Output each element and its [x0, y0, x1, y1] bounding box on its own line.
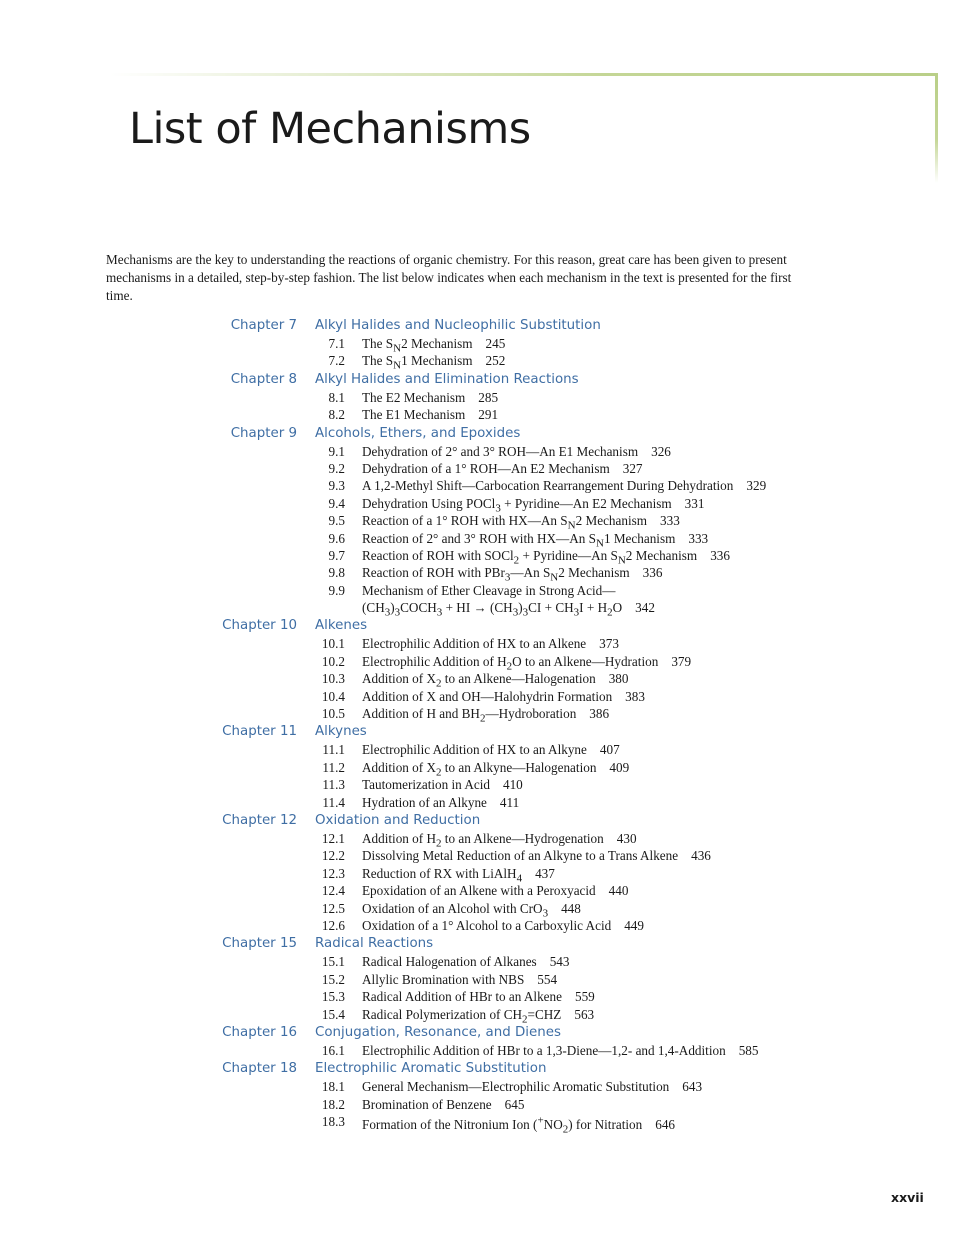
mechanism-name: [362, 582, 615, 599]
chapter-title: Oxidation and Reduction: [315, 812, 481, 828]
mechanism-page: 336: [642, 565, 663, 581]
mechanism-page: 554: [537, 971, 558, 987]
mechanism-number: 16.1: [321, 1042, 345, 1058]
mechanism-name-text: Electrophilic Addition of HX to an Alkyne: [362, 742, 587, 758]
mechanism-page: 329: [746, 478, 767, 494]
mechanism-entry: [0, 1096, 980, 1113]
chapter-title: Alkyl Halides and Nucleophilic Substitution: [315, 318, 601, 333]
mechanism-page: 543: [549, 954, 570, 970]
mechanism-number: 9.7: [328, 547, 345, 563]
mechanism-entry: [0, 512, 980, 532]
chapter-label: Chapter 7: [230, 318, 297, 333]
mechanism-number: 8.2: [328, 407, 345, 423]
mechanism-entry: [0, 1006, 980, 1026]
chapter-title: Electrophilic Aromatic Substitution: [315, 1061, 547, 1077]
mechanism-entry: [0, 352, 980, 373]
mechanism-name: [362, 971, 557, 988]
mechanism-name: [362, 688, 645, 705]
mechanism-name-text: Reaction of ROH with SOCl$_2$ + Pyridine—An $S_N2$ Mechanism: [362, 547, 698, 567]
mechanism-entry: [0, 635, 980, 652]
mechanism-number: 12.4: [321, 883, 345, 899]
chapter-heading: [0, 722, 980, 741]
chapter-heading: [0, 370, 980, 389]
mechanism-number: 11.3: [322, 777, 345, 793]
mechanism-number: 12.1: [321, 830, 345, 846]
mechanism-name-text: Oxidation of a 1° Alcohol to a Carboxylic Acid: [362, 917, 612, 933]
mechanism-entry: [0, 988, 980, 1005]
mechanism-page: 336: [710, 547, 730, 563]
chapter-label: Chapter 12: [222, 812, 297, 828]
mechanism-number: 12.6: [321, 917, 345, 933]
chapter-title: Alkyl Halides and Elimination Reactions: [315, 371, 579, 387]
mechanism-page: 430: [616, 830, 637, 846]
mechanism-name-text: General Mechanism—Electrophilic Aromatic Substitution: [362, 1079, 670, 1095]
mechanism-number: 10.3: [321, 671, 345, 687]
frame-top-rule: [110, 73, 938, 76]
mechanism-name-text: Hydration of an Alkyne: [362, 794, 487, 810]
mechanism-name-text: A 1,2-Methyl Shift—Carbocation Rearrangement During Dehydration: [362, 478, 734, 494]
mechanism-number: 12.3: [321, 865, 345, 881]
mechanism-name-text: Electrophilic Addition of HX to an Alkene: [362, 636, 587, 652]
mechanism-entry: [0, 759, 980, 779]
mechanism-page: 646: [655, 1117, 675, 1133]
chapter-label: Chapter 18: [222, 1061, 297, 1077]
chapter-heading: [0, 316, 980, 335]
mechanism-entry: [0, 794, 980, 811]
chapter-title: Conjugation, Resonance, and Dienes: [315, 1024, 561, 1040]
mechanism-name-text: Oxidation of an Alcohol with CrO$_3$: [362, 900, 549, 920]
mechanism-name: [362, 460, 643, 477]
mechanism-page: 440: [608, 883, 629, 899]
mechanism-page: 245: [485, 336, 506, 351]
mechanism-entry: [0, 530, 980, 550]
mechanism-page: 333: [688, 530, 709, 546]
mechanism-page: 436: [691, 848, 711, 864]
mechanism-entry: [0, 776, 980, 793]
mechanism-number: 11.1: [322, 742, 345, 758]
mechanism-number: 7.1: [328, 336, 345, 351]
mechanism-name-text: Dehydration of 2° and 3° ROH—An E1 Mechanism: [362, 443, 639, 459]
mechanism-name-text: Electrophilic Addition of HBr to a 1,3-Diene—1,2- and 1,4-Addition: [362, 1042, 726, 1058]
chapter-title: Alkynes: [315, 724, 367, 740]
mechanism-number: 9.1: [328, 443, 345, 459]
mechanism-number: 9.5: [328, 513, 345, 529]
mechanism-name-text: Addition of H and $BH_2—Hydroboration$: [362, 706, 577, 725]
mechanism-number: 12.5: [321, 900, 345, 916]
mechanism-page: 373: [599, 636, 619, 652]
mechanism-number: 12.2: [321, 848, 345, 864]
mechanism-equation: $(CH_3)_3COCH_3$ + HI → $(CH_3)_3CI + CH_3I + H_2O$: [362, 600, 623, 619]
mechanism-name: [362, 882, 628, 899]
chapter-heading: [0, 1059, 980, 1078]
page-title: List of Mechanisms: [129, 104, 531, 154]
mechanism-number: 15.2: [321, 971, 345, 987]
chapter-label: Chapter 16: [222, 1024, 297, 1040]
mechanism-number: 9.6: [328, 530, 345, 546]
mechanism-entry: [0, 865, 980, 885]
chapter-title: Alkenes: [315, 618, 368, 634]
mechanism-entry: [0, 830, 980, 850]
mechanism-name: [362, 776, 523, 793]
mechanism-name-text: Reaction of ROH with PBr$_3$—An $S_N2$ Mechanism: [362, 565, 630, 584]
chapter-heading: [0, 934, 980, 953]
mechanism-entry: [0, 670, 980, 690]
mechanism-number: 15.3: [321, 989, 345, 1005]
mechanism-page: 643: [682, 1079, 703, 1095]
mechanism-page: 585: [738, 1042, 759, 1058]
mechanism-entry: [0, 971, 980, 988]
mechanism-number: 10.5: [321, 706, 345, 722]
mechanism-name-text: Formation of the Nitronium Ion $(^+NO_2)$ for Nitration: [362, 1115, 643, 1137]
mechanism-name: [362, 443, 671, 460]
mechanism-entry: [0, 1078, 980, 1095]
mechanism-entry: [0, 847, 980, 864]
chapter-label: Chapter 9: [230, 425, 297, 441]
mechanism-entry: [0, 495, 980, 515]
mechanism-name: [362, 953, 569, 970]
mechanism-list: [0, 316, 980, 1137]
mechanism-page: 449: [624, 917, 644, 933]
intro-paragraph: Mechanisms are the key to understanding the reactions of organic chemistry. For this reason, great care has been given to present mechanisms in a detailed, step-by-step fashion. The list below indicates when each mechanism in the text is presented for the first time.: [106, 252, 792, 303]
mechanism-entry: [0, 900, 980, 920]
mechanism-number: 10.1: [321, 636, 345, 652]
mechanism-page: 645: [504, 1096, 525, 1112]
mechanism-number: 9.2: [328, 460, 345, 476]
mechanism-number: 11.4: [322, 794, 345, 810]
mechanism-page: 252: [485, 353, 506, 369]
mechanism-name: [362, 847, 711, 864]
mechanism-name: [362, 477, 766, 494]
mechanism-name: [362, 917, 644, 934]
mechanism-page: 379: [671, 653, 692, 669]
mechanism-number: 18.3: [321, 1114, 345, 1130]
mechanism-page: 386: [589, 706, 610, 722]
mechanism-name-text: Epoxidation of an Alkene with a Peroxyacid: [362, 883, 596, 899]
mechanism-entry: [0, 953, 980, 970]
mechanism-name-text: Radical Polymerization of $CH_2=CHZ$: [362, 1006, 562, 1026]
mechanism-name-text: Radical Addition of HBr to an Alkene: [362, 989, 562, 1005]
mechanism-name: [362, 1113, 675, 1139]
mechanism-name-text: Addition of X and OH—Halohydrin Formation: [362, 688, 613, 704]
mechanism-name-text: The E1 Mechanism: [362, 407, 466, 423]
mechanism-page: 291: [478, 407, 499, 423]
mechanism-page: 327: [622, 460, 643, 476]
frame-right-rule: [935, 73, 938, 183]
mechanism-entry: [0, 547, 980, 567]
mechanism-number: 9.9: [328, 582, 345, 598]
mechanism-name-text: Dehydration of a 1° ROH—An E2 Mechanism: [362, 460, 610, 476]
mechanism-number: 15.1: [321, 954, 345, 970]
mechanism-entry: [0, 688, 980, 705]
chapter-label: Chapter 11: [222, 724, 297, 740]
mechanism-name-text: The E2 Mechanism: [362, 389, 466, 405]
mechanism-entry: [0, 443, 980, 460]
mechanism-number: 11.2: [322, 759, 345, 775]
mechanism-number: 18.1: [321, 1079, 345, 1095]
mechanism-name: [362, 1096, 524, 1113]
mechanism-name-text: Mechanism of Ether Cleavage in Strong Acid—: [362, 582, 616, 598]
mechanism-name-text: Allylic Bromination with NBS: [362, 971, 525, 987]
mechanism-number: 10.2: [321, 653, 345, 669]
mechanism-page: 410: [502, 777, 523, 793]
mechanism-page: 383: [625, 688, 645, 704]
mechanism-page: 409: [609, 759, 630, 775]
mechanism-number: 10.4: [321, 688, 345, 704]
mechanism-name-text: Reaction of a 1° ROH with HX—An $S_N2$ Mechanism: [362, 513, 648, 532]
mechanism-name-text: Reduction of RX with LiAlH$_4$: [362, 865, 523, 885]
mechanism-name: [362, 635, 619, 652]
mechanism-name-text: Addition of $X_2$ to an Alkyne—Halogenation: [362, 759, 597, 779]
mechanism-name-text: Dissolving Metal Reduction of an Alkyne to a Trans Alkene: [362, 848, 679, 864]
mechanism-number: 7.2: [328, 353, 345, 369]
mechanism-entry: [0, 1113, 980, 1137]
mechanism-page: 333: [660, 513, 680, 529]
mechanism-name-text: Addition of $X_2$ to an Alkene—Halogenation: [362, 671, 596, 690]
mechanism-entry: [0, 705, 980, 725]
mechanism-name: [362, 988, 595, 1005]
mechanism-number: 9.8: [328, 565, 345, 581]
page-number: xxvii: [891, 1190, 924, 1205]
mechanism-number: 9.4: [328, 495, 345, 511]
mechanism-name: [362, 1078, 702, 1095]
mechanism-entry: [0, 460, 980, 477]
chapter-label: Chapter 15: [222, 936, 297, 952]
mechanism-name-text: The $S_N2$ Mechanism: [362, 336, 473, 355]
mechanism-page: 448: [561, 900, 581, 916]
chapter-title: Alcohols, Ethers, and Epoxides: [315, 425, 521, 441]
mechanism-name: [362, 794, 519, 811]
mechanism-page: 437: [535, 865, 555, 881]
mechanism-entry: [0, 389, 980, 406]
mechanism-page: 342: [635, 600, 655, 616]
mechanism-number: 9.3: [328, 478, 345, 494]
chapter-heading: [0, 1023, 980, 1042]
mechanism-name-text: Electrophilic Addition of $H_2O$ to an Alkene—Hydration: [362, 653, 659, 673]
mechanism-entry: [0, 917, 980, 934]
mechanism-name-text: Radical Halogenation of Alkanes: [362, 954, 537, 970]
mechanism-entry: [0, 882, 980, 899]
mechanism-name-text: Addition of $H_2$ to an Alkene—Hydrogenation: [362, 830, 604, 850]
mechanism-number: 18.2: [321, 1096, 345, 1112]
mechanism-entry: [0, 564, 980, 584]
mechanism-page: 326: [651, 443, 671, 459]
mechanism-name-text: Reaction of 2° and 3° ROH with HX—An $S_N1$ Mechanism: [362, 530, 676, 550]
chapter-heading: [0, 811, 980, 830]
chapter-heading: [0, 424, 980, 443]
chapter-label: Chapter 10: [222, 618, 297, 634]
mechanism-entry: [0, 335, 980, 355]
chapter-label: Chapter 8: [230, 371, 297, 387]
mechanism-name: [362, 406, 498, 423]
mechanism-number: 15.4: [321, 1006, 345, 1022]
mechanism-page: 559: [574, 989, 595, 1005]
mechanism-name: [362, 1042, 758, 1059]
mechanism-page: 380: [608, 671, 629, 687]
mechanism-entry: [0, 1042, 980, 1059]
mechanism-page: 411: [499, 794, 520, 810]
mechanism-number: 8.1: [328, 389, 345, 405]
mechanism-name-text: Bromination of Benzene: [362, 1096, 492, 1112]
mechanism-page: 331: [684, 495, 705, 511]
mechanism-page: 563: [574, 1006, 595, 1022]
chapter-heading: [0, 616, 980, 635]
mechanism-entry-continuation: [0, 599, 980, 619]
mechanism-name-text: Tautomerization in Acid: [362, 777, 490, 793]
mechanism-page: 285: [478, 389, 499, 405]
mechanism-entry: [0, 477, 980, 494]
mechanism-entry: [0, 741, 980, 758]
mechanism-entry: [0, 582, 980, 599]
mechanism-name: [362, 741, 620, 758]
mechanism-page: 407: [599, 742, 620, 758]
mechanism-name: [362, 389, 498, 406]
mechanism-name-text: Dehydration Using POCl$_3$ + Pyridine—An E2 Mechanism: [362, 495, 672, 515]
mechanism-entry: [0, 406, 980, 423]
mechanism-entry: [0, 653, 980, 673]
chapter-title: Radical Reactions: [315, 936, 434, 952]
mechanism-name-text: The $S_N1$ Mechanism: [362, 353, 473, 373]
